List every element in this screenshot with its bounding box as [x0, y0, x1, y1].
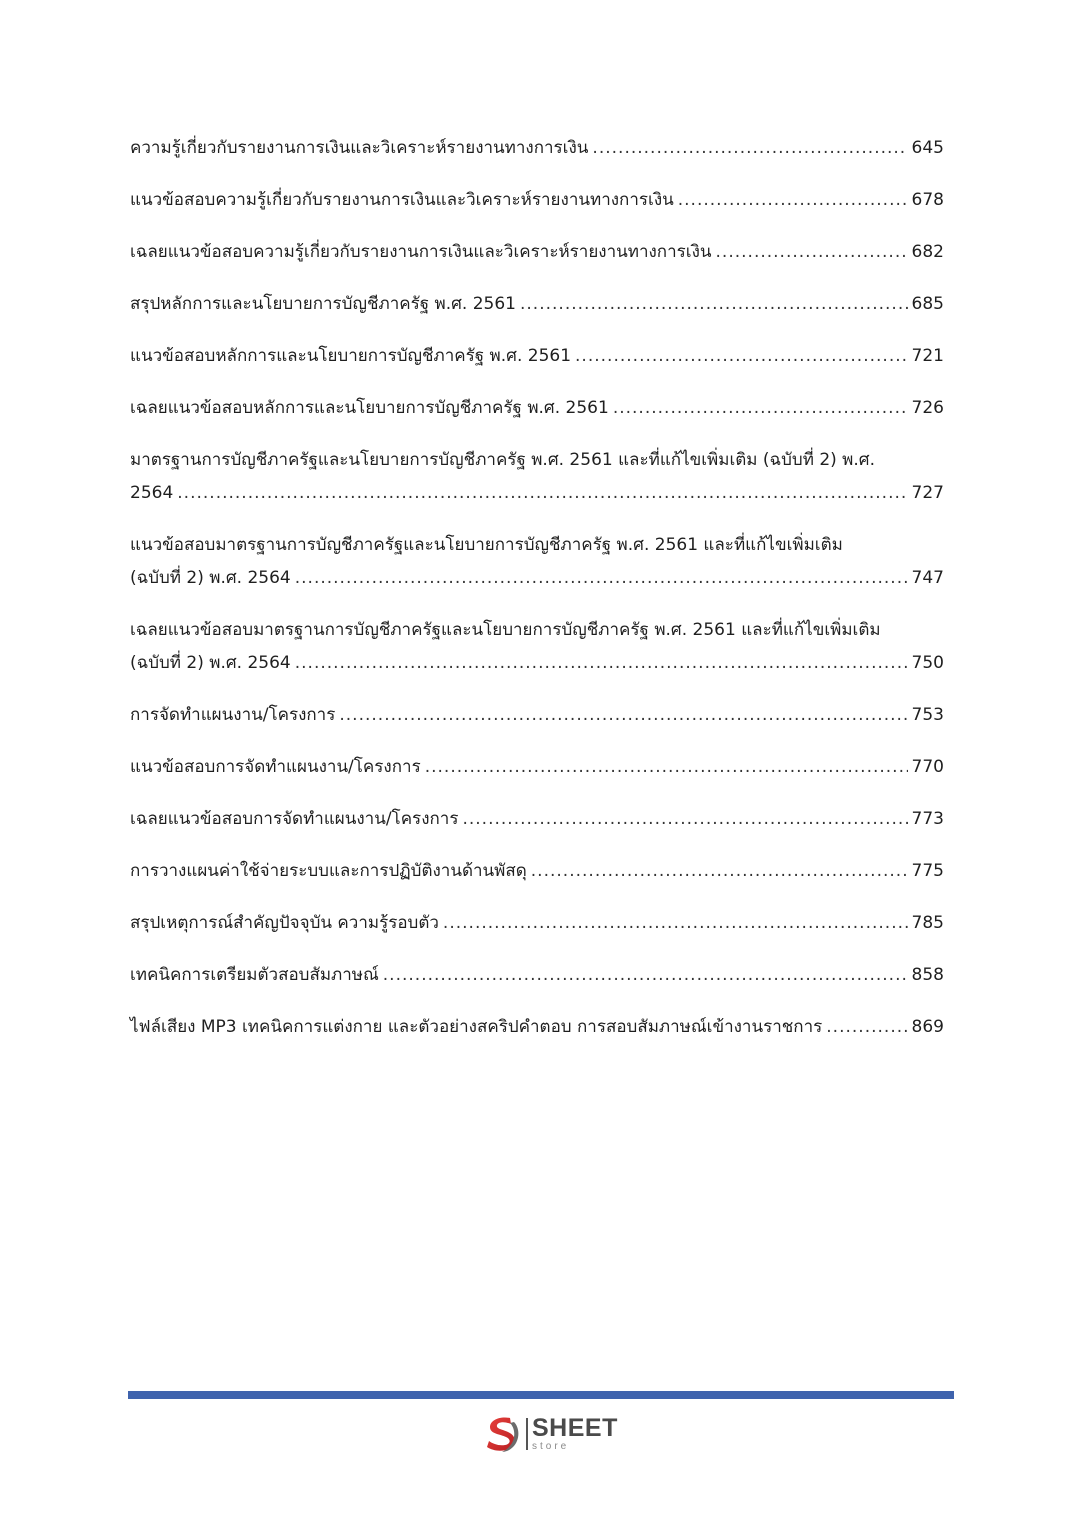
dot-leader: [295, 562, 908, 595]
dot-leader: [592, 132, 907, 165]
dot-leader: [177, 477, 907, 510]
toc-entry-page-number: 775: [911, 861, 944, 881]
toc-entry-page-number: 858: [911, 965, 944, 985]
dot-leader: [520, 288, 908, 321]
toc-entry-title: เฉลยแนวข้อสอบความรู้เกี่ยวกับรายงานการเงินและวิเคราะห์รายงานทางการเงิน: [130, 242, 712, 262]
toc-entry-page-number: 747: [911, 568, 944, 588]
toc-entry[interactable]: [130, 184, 944, 217]
toc-entry-title: แนวข้อสอบมาตรฐานการบัญชีภาครัฐและนโยบายการบัญชีภาครัฐ พ.ศ. 2561 และที่แก้ไขเพิ่มเติม: [130, 535, 843, 555]
toc-entry-title: แนวข้อสอบการจัดทำแผนงาน/โครงการ: [130, 757, 421, 777]
sheet-store-logo: [480, 1411, 618, 1457]
table-of-contents: [130, 132, 944, 1063]
logo-text: [532, 1416, 618, 1452]
toc-entry-page-number: 685: [911, 294, 944, 314]
toc-entry-page-number: 726: [911, 398, 944, 418]
logo-subtitle: store: [532, 1441, 570, 1452]
toc-entry-line: [130, 855, 944, 888]
dot-leader: [678, 184, 908, 217]
toc-entry-title-continued: (ฉบับที่ 2) พ.ศ. 2564: [130, 568, 291, 588]
toc-entry[interactable]: [130, 959, 944, 992]
toc-entry-title: แนวข้อสอบหลักการและนโยบายการบัญชีภาครัฐ พ.ศ. 2561: [130, 346, 572, 366]
toc-entry-title: เฉลยแนวข้อสอบมาตรฐานการบัญชีภาครัฐและนโยบายการบัญชีภาครัฐ พ.ศ. 2561 และที่แก้ไขเพิ่มเติม: [130, 620, 881, 640]
logo-divider: [526, 1418, 528, 1450]
logo-word: SHEET: [532, 1414, 618, 1442]
dot-leader: [613, 392, 908, 425]
dot-leader: [716, 236, 908, 269]
toc-entry-page-number: 785: [911, 913, 944, 933]
dot-leader: [531, 855, 908, 888]
toc-entry-title: สรุปเหตุการณ์สำคัญปัจจุบัน ความรู้รอบตัว: [130, 913, 439, 933]
toc-entry-line: [130, 562, 944, 595]
toc-entry-page-number: 721: [911, 346, 944, 366]
footer-rule: [128, 1391, 954, 1399]
toc-entry[interactable]: [130, 803, 944, 836]
toc-entry-title-continued: 2564: [130, 483, 174, 503]
toc-entry-title: สรุปหลักการและนโยบายการบัญชีภาครัฐ พ.ศ. 2561: [130, 294, 516, 314]
dot-leader: [462, 803, 907, 836]
toc-entry-title: มาตรฐานการบัญชีภาครัฐและนโยบายการบัญชีภาครัฐ พ.ศ. 2561 และที่แก้ไขเพิ่มเติม (ฉบับที่ 2) พ.ศ.: [130, 450, 875, 470]
toc-entry-line: [130, 288, 944, 321]
toc-entry-line: [130, 699, 944, 732]
toc-entry[interactable]: [130, 132, 944, 165]
toc-entry-page-number: 770: [911, 757, 944, 777]
toc-entry[interactable]: [130, 855, 944, 888]
toc-entry-line: [130, 647, 944, 680]
toc-entry-line: [130, 751, 944, 784]
toc-entry-title: ความรู้เกี่ยวกับรายงานการเงินและวิเคราะห์รายงานทางการเงิน: [130, 138, 589, 158]
toc-entry-page-number: 753: [911, 705, 944, 725]
toc-entry-page-number: 773: [911, 809, 944, 829]
toc-entry[interactable]: [130, 1011, 944, 1044]
toc-entry[interactable]: [130, 907, 944, 940]
toc-entry-line: [130, 1011, 944, 1044]
toc-entry-line: [130, 340, 944, 373]
toc-entry-line: [130, 132, 944, 165]
toc-entry[interactable]: [130, 614, 944, 680]
toc-entry[interactable]: [130, 444, 944, 510]
toc-entry-page-number: 869: [911, 1017, 944, 1037]
toc-entry[interactable]: [130, 236, 944, 269]
toc-entry-page-number: 682: [911, 242, 944, 262]
toc-entry-line: [130, 184, 944, 217]
toc-entry[interactable]: [130, 340, 944, 373]
toc-entry-line: [130, 392, 944, 425]
toc-entry-title: แนวข้อสอบความรู้เกี่ยวกับรายงานการเงินและวิเคราะห์รายงานทางการเงิน: [130, 190, 674, 210]
toc-entry-line: [130, 959, 944, 992]
toc-entry[interactable]: [130, 529, 944, 595]
toc-entry-title: การวางแผนค่าใช้จ่ายระบบและการปฏิบัติงานด้านพัสดุ: [130, 861, 527, 881]
dot-leader: [339, 699, 907, 732]
toc-entry-line: [130, 477, 944, 510]
dot-leader: [443, 907, 908, 940]
dot-leader: [575, 340, 908, 373]
toc-entry-page-number: 727: [911, 483, 944, 503]
toc-entry-title: การจัดทำแผนงาน/โครงการ: [130, 705, 336, 725]
dot-leader: [826, 1011, 907, 1044]
sheet-store-s-logo-icon: [480, 1412, 524, 1456]
dot-leader: [425, 751, 908, 784]
toc-entry-page-number: 750: [911, 653, 944, 673]
toc-entry[interactable]: [130, 699, 944, 732]
toc-entry-line: [130, 236, 944, 269]
toc-entry-page-number: 645: [911, 138, 944, 158]
toc-entry-line: [130, 803, 944, 836]
toc-entry-page-number: 678: [911, 190, 944, 210]
dot-leader: [295, 647, 908, 680]
toc-entry[interactable]: [130, 288, 944, 321]
toc-entry-title-continued: (ฉบับที่ 2) พ.ศ. 2564: [130, 653, 291, 673]
toc-entry[interactable]: [130, 392, 944, 425]
toc-entry-line: [130, 907, 944, 940]
dot-leader: [383, 959, 908, 992]
toc-entry-title: เทคนิคการเตรียมตัวสอบสัมภาษณ์: [130, 965, 379, 985]
toc-entry-title: ไฟล์เสียง MP3 เทคนิคการแต่งกาย และตัวอย่างสคริปคำตอบ การสอบสัมภาษณ์เข้างานราชการ: [130, 1017, 823, 1037]
toc-entry-title: เฉลยแนวข้อสอบหลักการและนโยบายการบัญชีภาครัฐ พ.ศ. 2561: [130, 398, 609, 418]
toc-entry[interactable]: [130, 751, 944, 784]
toc-entry-title: เฉลยแนวข้อสอบการจัดทำแผนงาน/โครงการ: [130, 809, 459, 829]
